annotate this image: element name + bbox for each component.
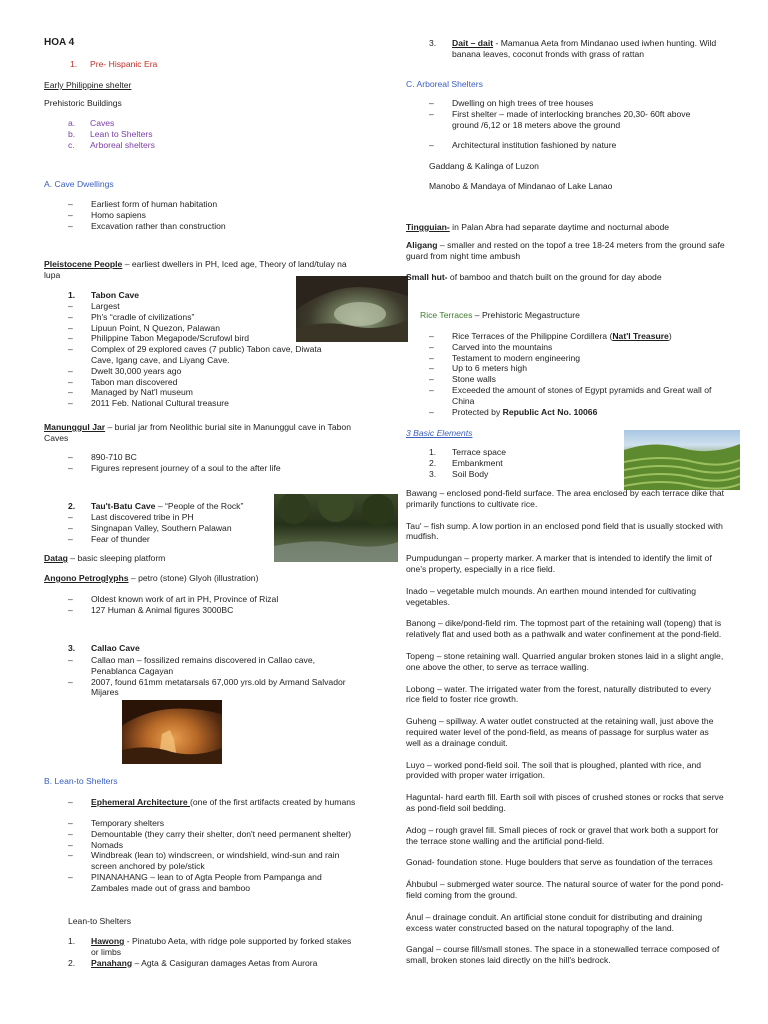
list-item: – Windbreak (lean to) windscreen, or windshield, wind-sun and rain screen anchored by pole/stick — [68, 850, 358, 872]
list-item: – 2011 Feb. National Cultural treasure — [68, 398, 332, 409]
taut-batu-photo — [274, 494, 398, 562]
list-item: – Stone walls — [429, 374, 729, 385]
list-item: – Callao man – fossilized remains discovered in Callao cave, Penablanca Cagayan — [68, 655, 356, 677]
list-item: – Up to 6 meters high — [429, 363, 729, 374]
manobo-line: Manobo & Mandaya of Mindanao of Lake Lanao — [429, 181, 613, 191]
list-item: 1. Terrace space — [429, 447, 506, 457]
definition-bawang: Bawang – enclosed pond-field surface. The area enclosed by each terrace dike that primarily functions to cultivate rice. — [406, 488, 725, 509]
callao-list — [68, 655, 356, 698]
list-item: – Tabon man discovered — [68, 377, 332, 388]
list-item: – Philippine Tabon Megapode/Scrufowl bird — [68, 333, 332, 344]
list-item: – Demountable (they carry their shelter, don't need permanent shelter) — [68, 829, 358, 840]
list-item: – Testament to modern engineering — [429, 353, 729, 364]
list-item: – Managed by Nat'l museum — [68, 387, 332, 398]
list-item: – Protected by Republic Act No. 10066 — [429, 407, 729, 418]
list-item: c. Arboreal shelters — [68, 139, 155, 150]
list-item: – Fear of thunder — [68, 534, 288, 545]
definition-adog: Adog – rough gravel fill. Small pieces of rock or gravel that work both a support for the terrace stone walling and the artificial pond-field. — [406, 824, 719, 846]
basic-elements-heading: 3 Basic Elements — [406, 428, 473, 438]
list-item: – PINANAHANG – lean to of Agta People from Pampanga and Zambales made out of grass and bamboo — [68, 872, 358, 894]
era-heading: Pre- Hispanic Era — [90, 59, 158, 69]
cave-dwellings-list — [68, 199, 348, 231]
lean-to-subheading: Lean-to Shelters — [68, 916, 132, 926]
tabon-number: 1. — [68, 290, 76, 300]
list-item: – Complex of 29 explored caves (7 public) Tabon cave, Diwata Cave, Igang cave, and Liyang Cave. — [68, 344, 332, 366]
callao-number: 3. — [68, 643, 76, 653]
lean-to-heading: B. Lean-to Shelters — [44, 776, 118, 786]
lean-to-numbered-list — [68, 936, 358, 968]
list-item: – Oldest known work of art in PH, Province of Rizal — [68, 594, 348, 605]
list-item: – 127 Human & Animal figures 3000BC — [68, 605, 348, 616]
callao-cave-photo — [122, 700, 222, 764]
list-item: – Last discovered tribe in PH — [68, 512, 288, 523]
basic-elements-list — [429, 447, 599, 479]
gaddang-line: Gaddang & Kalinga of Luzon — [429, 161, 539, 171]
early-shelter-heading: Early Philippine shelter — [44, 80, 132, 90]
list-item: – Earliest form of human habitation — [68, 199, 348, 210]
list-item: – Exceeded the amount of stones of Egypt pyramids and Great wall of China — [429, 385, 729, 407]
shelter-type-list — [68, 118, 268, 150]
list-item: – Nomads — [68, 840, 358, 851]
definition-luyo: Luyo – worked pond-field soil. The soil that is ploughed, planted with rice, and provided with proper water irrigation. — [406, 759, 702, 781]
definition-banong: Banong – dike/pond-field rim. The topmost part of the retaining wall (topeng) that is relatively flat and used both as a pathwalk and water confinement at the pond-field. — [406, 618, 722, 640]
list-item: b. Lean to Shelters — [68, 128, 153, 139]
terrace-definitions — [406, 488, 724, 966]
list-item: – First shelter – made of interlocking branches 20,30- 60ft above ground /6,12 or 18 meters above the ground — [429, 109, 719, 131]
list-item: 1. Hawong - Pinatubo Aeta, with ridge pole supported by forked stakes or limbs — [68, 936, 352, 957]
cave-interior-image — [122, 700, 222, 764]
small-hut-paragraph: Small hut- of bamboo and thatch built on the ground for day abode — [406, 272, 662, 282]
angono-list — [68, 594, 348, 616]
rice-terraces-list — [429, 331, 729, 417]
list-item: 2. Panahang – Agta & Casiguran damages Aetas from Aurora — [68, 957, 318, 968]
tabon-title: Tabon Cave — [91, 290, 140, 300]
tabon-list — [68, 301, 332, 409]
definition-pumpudungan: Pumpudungan – property marker. A marker that is intended to identify the limit of one's property, especially in a rice field. — [406, 553, 712, 574]
angono-paragraph: Angono Petroglyphs – petro (stone) Glyoh (illustration) — [44, 573, 259, 583]
prehistoric-heading: Prehistoric Buildings — [44, 98, 122, 108]
list-item: 2. Embankment — [429, 457, 503, 468]
callao-title: Callao Cave — [91, 643, 140, 653]
list-item: – Homo sapiens — [68, 210, 348, 221]
list-item: – Rice Terraces of the Philippine Cordillera (Nat'l Treasure) — [429, 331, 729, 342]
manunggul-list — [68, 452, 348, 474]
list-item: – Temporary shelters — [68, 818, 358, 829]
page-title: HOA 4 — [44, 37, 75, 48]
cave-dwellings-heading: A. Cave Dwellings — [44, 179, 114, 189]
lean-to-list — [68, 818, 358, 894]
definition-topeng: Topeng – stone retaining wall. Quarried angular broken stones laid in a slight angle, one above the other, to serve as terrace walling. — [406, 650, 724, 672]
definition-gonad: Gonad- foundation stone. Huge boulders that serve as foundation of the terraces — [406, 857, 713, 868]
definition-haguntal: Haguntal- hard earth fill. Earth soil with pisces of crushed stones or rocks that serve as pond-field soil bedding. — [406, 792, 724, 813]
list-item: – Architectural institution fashioned by nature — [429, 140, 719, 151]
list-item: – Dwelling on high trees of tree houses — [429, 98, 719, 109]
cave-image — [296, 276, 408, 342]
arboreal-heading: C. Arboreal Shelters — [406, 79, 483, 89]
list-item: – 2007, found 61mm metatarsals 67,000 yrs.old by Armand Salvador Mijares — [68, 677, 356, 699]
terraces-image — [624, 430, 740, 490]
dait-item: 3. Dait – dait - Mamanua Aeta from Mindanao used iwhen hunting. Wild banana leaves, coconut fronds with grass of rattan — [429, 38, 717, 59]
taut-number: 2. — [68, 501, 76, 511]
list-item: – Dwelt 30,000 years ago — [68, 366, 332, 377]
rice-terraces-heading: Rice Terraces – Prehistoric Megastructure — [420, 310, 580, 320]
list-item: – Singnapan Valley, Southern Palawan — [68, 523, 288, 534]
definition-guheng: Guheng – spillway. A water outlet constructed at the retaining wall, just above the required water level of the pond-field, as means of passage for surplus water as well as a drainage conduit. — [406, 716, 714, 748]
aligang-paragraph: Aligang – smaller and rested on the topof a tree 18-24 meters from the ground safe guard from night time ambush — [406, 240, 725, 261]
tabon-cave-photo — [296, 276, 408, 342]
list-item: 3. Soil Body — [429, 468, 489, 479]
definition-anul: Ánul – drainage conduit. An artificial stone conduit for distributing and draining excess water constructed based on the natural topography of the land. — [406, 911, 703, 933]
list-item: – Largest — [68, 301, 332, 312]
list-item: a. Caves — [68, 118, 115, 128]
taut-list — [68, 512, 288, 544]
definition-lobong: Lobong – water. The irrigated water from the forest, naturally distributed to every rice field to foster rice growth. — [406, 683, 712, 705]
definition-inado: Inado – vegetable mulch mounds. An earthen mound intended for cultivating vegetables. — [406, 585, 696, 607]
list-item: – Carved into the mountains — [429, 342, 729, 353]
taut-title-line: Tau't-Batu Cave – “People of the Rock” — [91, 501, 244, 511]
tingguian-paragraph: Tingguian- in Palan Abra had separate daytime and nocturnal abode — [406, 222, 670, 232]
definition-gangal: Gangal – course fill/small stones. The space in a stonewalled terrace composed of small, broken stones laid directly on the hill's bedrock. — [406, 944, 720, 966]
definition-tau: Tau' – fish sump. A low portion in an enclosed pond field that is usually stocked with mudfish. — [406, 520, 723, 542]
manunggul-paragraph: Manunggul Jar – burial jar from Neolithic burial site in Manunggul cave in Tabon Caves — [44, 422, 351, 443]
list-item: – Ph's “cradle of civilizations” — [68, 312, 332, 323]
ephemeral-item: – Ephemeral Architecture (one of the first artifacts created by humans — [68, 797, 356, 807]
definition-ahbubul: Áhbubul – submerged water source. The natural source of water for the pond pond-field coming from the ground. — [406, 879, 724, 900]
datag-paragraph: Datag – basic sleeping platform — [44, 553, 166, 563]
rice-terraces-photo — [624, 430, 740, 490]
era-number: 1. — [70, 59, 78, 69]
list-item: – Excavation rather than construction — [68, 221, 348, 232]
arboreal-list — [429, 98, 719, 151]
forest-image — [274, 494, 398, 562]
list-item: – Figures represent journey of a soul to the after life — [68, 463, 348, 474]
pleistocene-paragraph: Pleistocene People – earliest dwellers in PH, Iced age, Theory of land/tulay na lupa — [44, 259, 347, 280]
list-item: – Lipuun Point, N Quezon, Palawan — [68, 323, 332, 334]
list-item: – 890-710 BC — [68, 452, 348, 463]
